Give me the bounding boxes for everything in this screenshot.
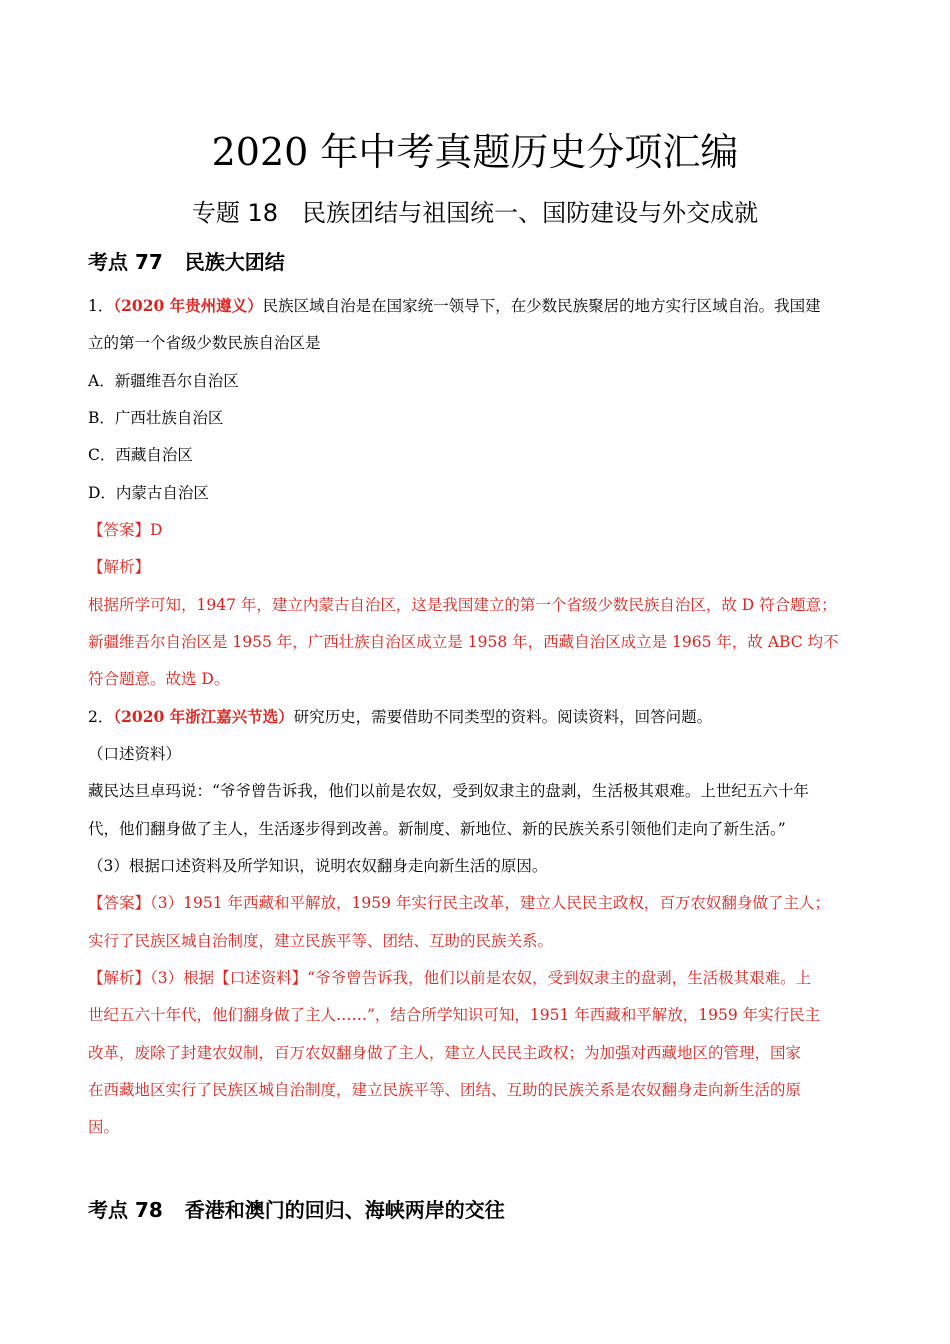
q1-analysis-line-3: 符合题意。故选 D。 xyxy=(88,670,230,688)
q2-analysis-line-4: 在西藏地区实行了民族区城自治制度，建立民族平等、团结、互助的民族关系是农奴翻身走向新生活的原 xyxy=(88,1081,802,1099)
q2-analysis-text-a: （3）根据 xyxy=(150,969,215,987)
q2-number: 2． xyxy=(88,708,114,726)
q2-analysis-text-b: “爷爷曾告诉我，他们以前是农奴，受到奴隶主的盘剥，生活极其艰难。上 xyxy=(307,969,812,987)
q2-analysis-line-5: 因。 xyxy=(88,1118,120,1136)
q1-stem-line-1 xyxy=(88,294,868,318)
q2-analysis-ref: 【口述资料】 xyxy=(214,969,308,987)
q2-material-line-1: 藏民达旦卓玛说：“爷爷曾告诉我，他们以前是农奴，受到奴隶主的盘剥，生活极其艰难。上世纪五六十年 xyxy=(88,782,809,800)
q2-question: （3）根据口述资料及所学知识，说明农奴翻身走向新生活的原因。 xyxy=(88,857,548,875)
q2-stem xyxy=(88,705,868,729)
q2-analysis-line-1 xyxy=(88,966,868,990)
q1-answer xyxy=(88,518,868,542)
section-heading-77 xyxy=(88,247,285,277)
q1-analysis-label: 【解析】 xyxy=(88,558,151,576)
section-name: 民族大团结 xyxy=(184,250,285,274)
q2-analysis-line-2: 世纪五六十年代，他们翻身做了主人……”，结合所学知识可知，1951 年西藏和平解放，1959 年实行民主 xyxy=(88,1006,821,1024)
q1-number: 1． xyxy=(88,297,114,315)
q2-stem-text: 研究历史，需要借助不同类型的资料。阅读资料，回答问题。 xyxy=(293,708,713,726)
q1-analysis-line-2: 新疆维吾尔自治区是 1955 年，广西壮族自治区成立是 1958 年，西藏自治区成立是 1965 年，故 ABC 均不 xyxy=(88,633,839,651)
document-subtitle: 专题 18 民族团结与祖国统一、国防建设与外交成就 xyxy=(191,199,759,227)
q2-material-label: （口述资料） xyxy=(88,745,182,763)
section-number: 考点 78 xyxy=(88,1198,163,1222)
answer-label: 【答案】 xyxy=(88,521,151,539)
document-title: 2020 年中考真题历史分项汇编 xyxy=(211,130,739,174)
section-heading-78 xyxy=(88,1195,505,1225)
q2-answer-text: （3）1951 年西藏和平解放，1959 年实行民主改革，建立人民民主政权，百万农奴翻身做了主人； xyxy=(150,894,830,912)
q1-option-c: C．西藏自治区 xyxy=(88,446,193,464)
q2-answer-line-2: 实行了民族区城自治制度，建立民族平等、团结、互助的民族关系。 xyxy=(88,932,554,950)
q1-source: （2020 年贵州遵义） xyxy=(113,296,263,315)
section-name: 香港和澳门的回归、海峡两岸的交往 xyxy=(184,1198,505,1222)
q1-option-a: A．新疆维吾尔自治区 xyxy=(88,372,239,390)
answer-value: D xyxy=(150,521,163,539)
q2-material-line-2: 代，他们翻身做了主人，生活逐步得到改善。新制度、新地位、新的民族关系引领他们走向了新生活。” xyxy=(88,820,786,838)
q1-stem-line-2: 立的第一个省级少数民族自治区是 xyxy=(88,334,321,352)
answer-label: 【答案】 xyxy=(88,894,151,912)
q2-analysis-line-3: 改革，废除了封建农奴制，百万农奴翻身做了主人，建立人民民主政权；为加强对西藏地区的管理，国家 xyxy=(88,1044,802,1062)
q1-option-b: B．广西壮族自治区 xyxy=(88,409,224,427)
q1-analysis-line-1: 根据所学可知，1947 年，建立内蒙古自治区，这是我国建立的第一个省级少数民族自治区，故 D 符合题意； xyxy=(88,596,837,614)
q1-option-d: D．内蒙古自治区 xyxy=(88,484,209,502)
section-number: 考点 77 xyxy=(88,250,163,274)
q1-stem-text: 民族区域自治是在国家统一领导下，在少数民族聚居的地方实行区域自治。我国建 xyxy=(262,297,821,315)
q2-source: （2020 年浙江嘉兴节选） xyxy=(113,707,294,726)
analysis-label: 【解析】 xyxy=(88,969,151,987)
q2-answer-line-1 xyxy=(88,891,868,915)
